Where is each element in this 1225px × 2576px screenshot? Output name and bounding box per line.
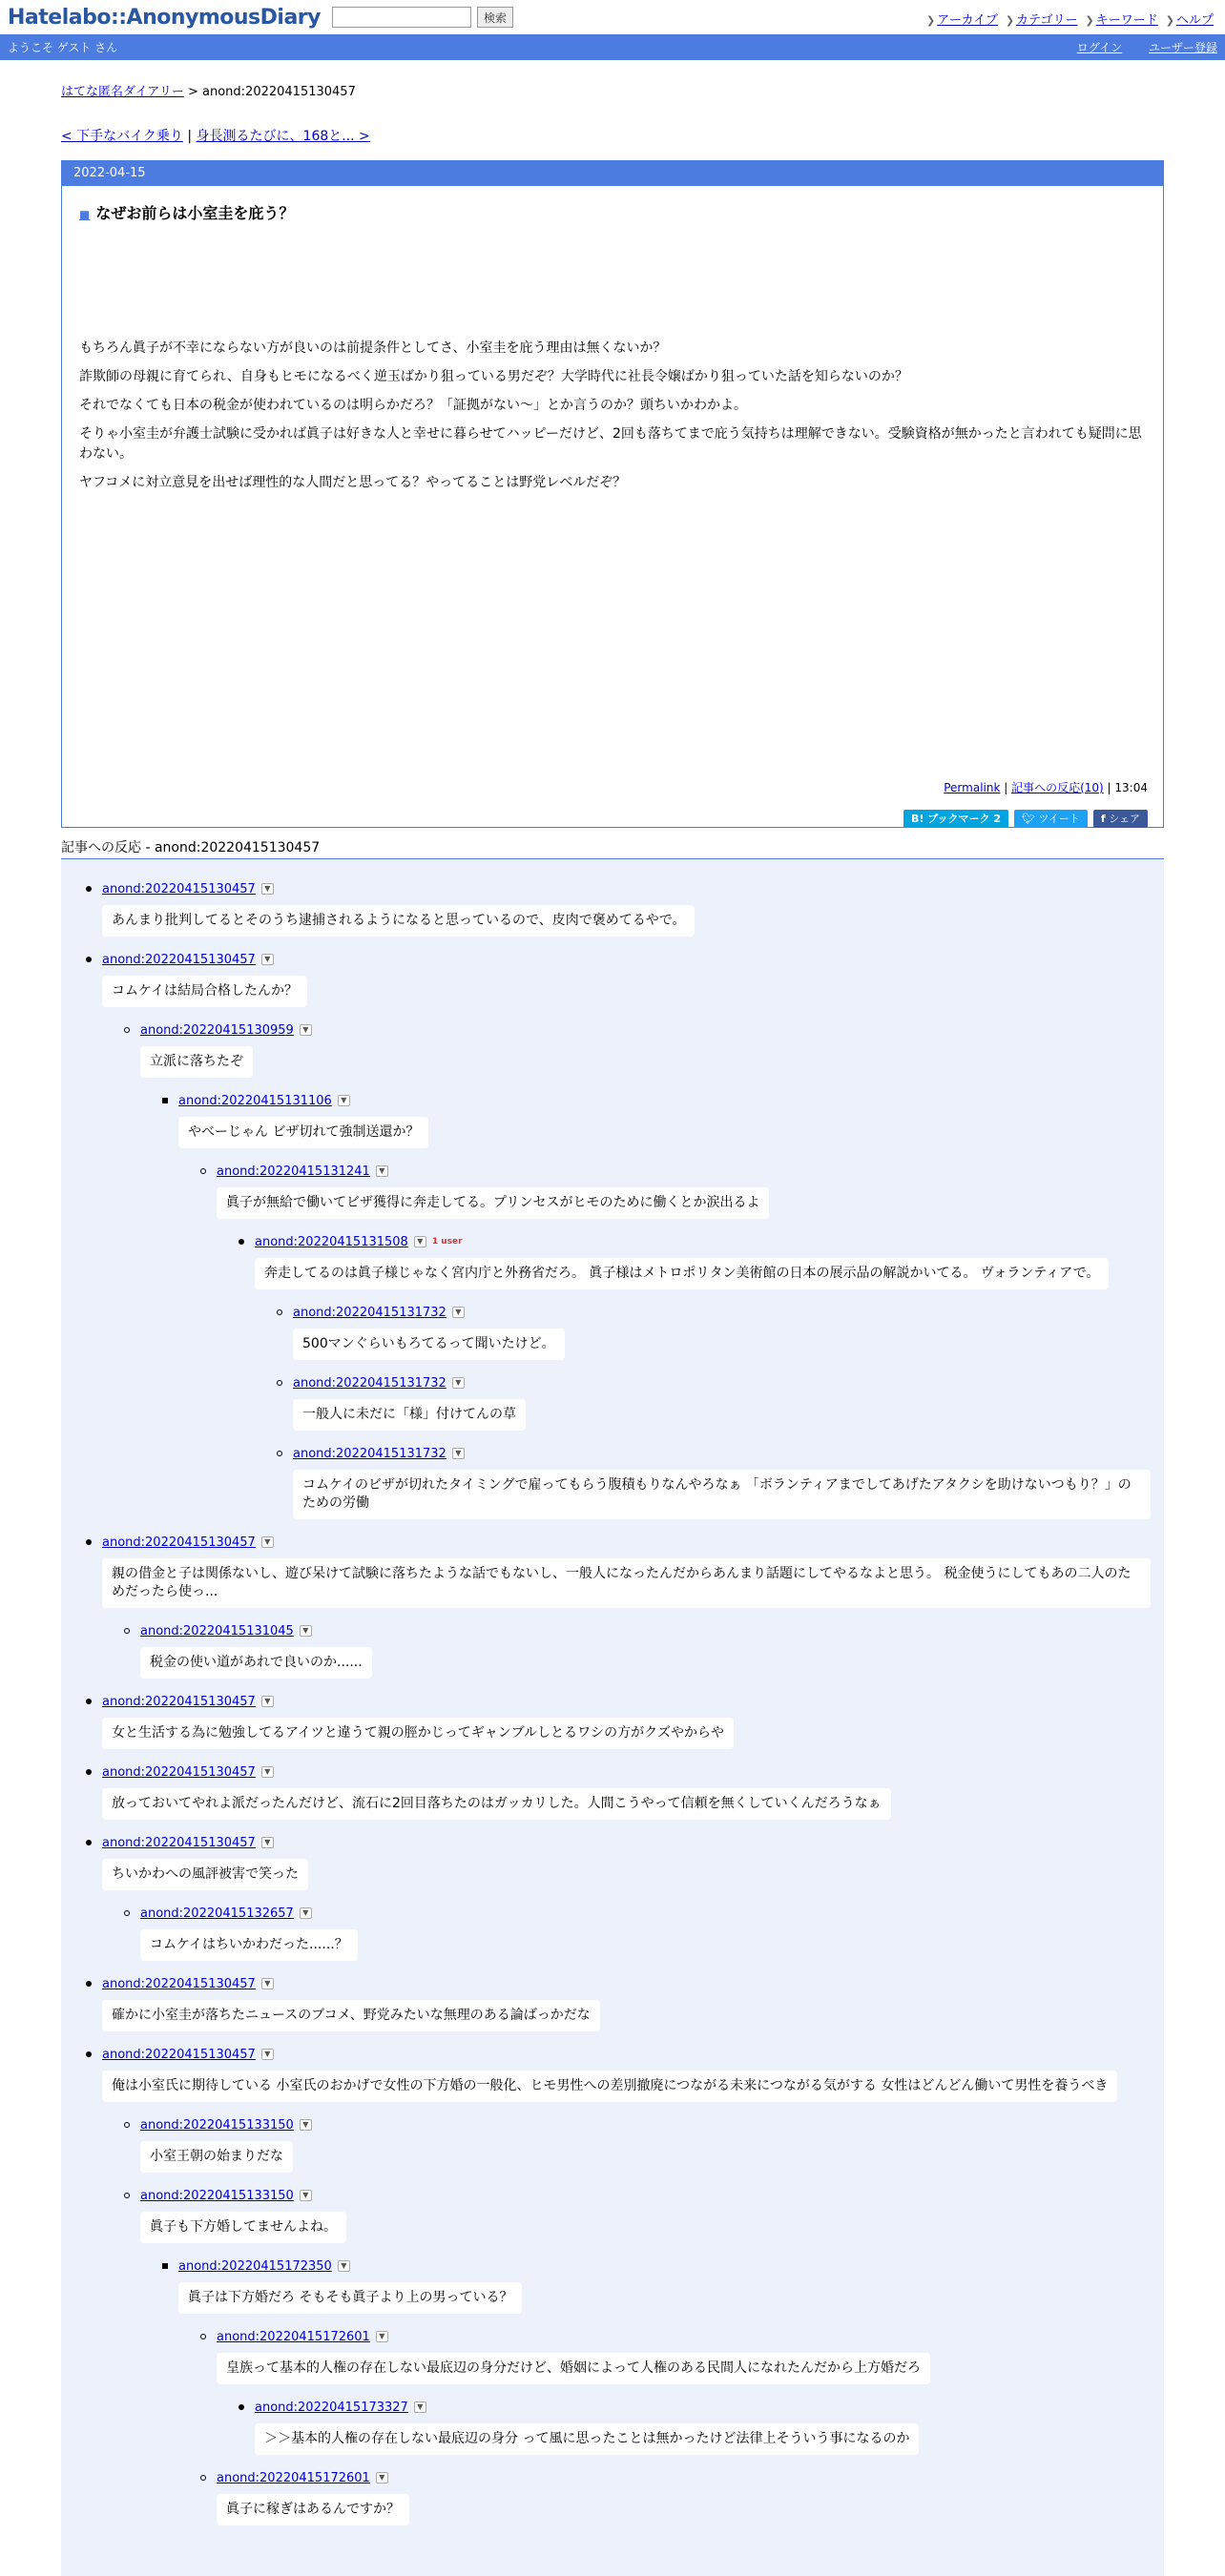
chevron-down-icon[interactable]: ▼ (261, 954, 274, 965)
site-logo[interactable]: Hatelabo::AnonymousDiary (8, 5, 321, 30)
article (61, 160, 1164, 828)
article-paragraph: もちろん眞子が不幸にならない方が良いのは前提条件としてさ、小室圭を庇う理由は無くないか？ (79, 340, 667, 356)
reaction-item (61, 2391, 1164, 2462)
reaction-item (61, 1296, 1164, 1367)
reaction-id-link[interactable]: anond:20220415130959 (140, 1022, 294, 1038)
reaction-item (61, 1968, 1164, 2038)
reaction-text: コムケイは結局合格したんか？ (102, 976, 307, 1007)
reaction-item (61, 1084, 1164, 1155)
reaction-id-link[interactable]: anond:20220415131732 (293, 1446, 446, 1461)
chevron-right-icon: ❯ (1005, 14, 1015, 27)
breadcrumb-home-link[interactable]: はてな匿名ダイアリー (61, 85, 184, 99)
facebook-share-button[interactable] (1093, 810, 1148, 828)
reaction-id-link[interactable]: anond:20220415131732 (293, 1305, 446, 1320)
nav-category[interactable] (1006, 10, 1078, 28)
article-paragraph: そりゃ小室圭が弁護士試験に受かれば眞子は好きな人と幸せに暮らせてハッピーだけど、2回も落ちてまで庇う気持ちは理解できない。受験資格が無かったと言われても疑問に思わない。 (79, 426, 1142, 462)
reaction-text: 立派に落ちたぞ (140, 1046, 253, 1078)
facebook-icon: f (1100, 813, 1106, 825)
chevron-down-icon[interactable]: ▼ (261, 1978, 274, 1989)
reaction-text: ちいかわへの風評被害で笑った (102, 1859, 308, 1890)
welcome-greeting: ようこそ ゲスト さん (8, 41, 118, 54)
list-bullet (124, 2122, 130, 2128)
reaction-item (61, 873, 1164, 943)
reaction-item (61, 2320, 1164, 2391)
list-bullet (124, 1910, 130, 1916)
chevron-down-icon[interactable]: ▼ (338, 1095, 350, 1106)
article-date: 2022-04-15 (62, 161, 1163, 186)
reaction-id-link[interactable]: anond:20220415130457 (102, 881, 256, 896)
list-bullet (86, 1539, 92, 1545)
reaction-id-link[interactable]: anond:20220415133150 (140, 2117, 294, 2133)
chevron-down-icon[interactable]: ▼ (338, 2260, 350, 2272)
search-input[interactable] (332, 7, 471, 28)
reaction-item (61, 1367, 1164, 1437)
reaction-id-link[interactable]: anond:20220415130457 (102, 1694, 256, 1709)
chevron-down-icon[interactable]: ▼ (261, 1837, 274, 1848)
reaction-text: 女と生活する為に勉強してるアイツと違うて親の脛かじってギャンブルしとるワシの方がクズやからや (102, 1718, 734, 1749)
article-title-text: なぜお前らは小室圭を庇う？ (95, 204, 295, 222)
reaction-text: コムケイはちいかわだった......？ (140, 1929, 358, 1961)
reaction-id-link[interactable]: anond:20220415131732 (293, 1375, 446, 1391)
article-pager (61, 126, 1164, 145)
reaction-item (61, 1226, 1164, 1296)
reaction-header (102, 1968, 1164, 2000)
chevron-down-icon[interactable]: ▼ (261, 1696, 274, 1707)
reaction-item (61, 2462, 1164, 2532)
reaction-item (61, 1615, 1164, 1685)
reaction-header (140, 1897, 1164, 1929)
reaction-item (61, 2179, 1164, 2250)
list-bullet (277, 1451, 282, 1456)
list-bullet (86, 1769, 92, 1775)
search-button[interactable]: 検索 (477, 7, 513, 28)
reaction-text: 眞子が無給で働いてビザ獲得に奔走してる。プリンセスがヒモのために働くとか涙出るよ (217, 1187, 769, 1219)
chevron-down-icon[interactable]: ▼ (300, 1625, 312, 1637)
article-time: 13:04 (1114, 781, 1148, 794)
reaction-id-link[interactable]: anond:20220415172601 (217, 2470, 370, 2485)
reaction-item (61, 1014, 1164, 1084)
reaction-header (293, 1296, 1164, 1329)
list-bullet (277, 1380, 282, 1386)
reaction-header (178, 2250, 1164, 2282)
list-bullet (124, 1628, 130, 1634)
article-paragraph: それでなくても日本の税金が使われているのは明らかだろ？「証拠がない〜」とか言うのか？頭ちいかわかよ。 (79, 398, 747, 413)
chevron-down-icon[interactable]: ▼ (261, 883, 274, 895)
reaction-id-link[interactable]: anond:20220415172350 (178, 2258, 332, 2274)
chevron-down-icon[interactable]: ▼ (452, 1448, 465, 1459)
chevron-down-icon[interactable]: ▼ (261, 2049, 274, 2060)
reaction-text: 眞子に稼ぎはあるんですか？ (217, 2494, 409, 2525)
top-bar (0, 0, 1225, 34)
reaction-id-link[interactable]: anond:20220415131241 (217, 1164, 370, 1179)
reaction-id-link[interactable]: anond:20220415130457 (102, 1764, 256, 1780)
reaction-text: ＞＞基本的人権の存在しない最底辺の身分 って風に思ったことは無かったけど法律上そういう事になるのか (255, 2423, 919, 2455)
reaction-header (178, 1084, 1164, 1117)
reaction-header (102, 1685, 1164, 1718)
list-bullet (239, 2404, 244, 2410)
reaction-text: 奔走してるのは眞子様じゃなく宮内庁と外務省だろ。 眞子様はメトロポリタン美術館の日本の展示品の解説かいてる。 ヴォランティアで。 (255, 1258, 1109, 1289)
reaction-header (102, 1756, 1164, 1788)
register-link[interactable]: ユーザー登録 (1148, 41, 1217, 54)
reaction-header (140, 1014, 1164, 1046)
list-bullet (86, 1840, 92, 1845)
list-bullet (86, 1699, 92, 1704)
bookmark-users-badge[interactable]: 1 user (431, 1237, 463, 1247)
reaction-header (140, 2179, 1164, 2212)
prev-article-link[interactable]: < 下手なバイク乗り (61, 129, 183, 144)
reaction-id-link[interactable]: anond:20220415130457 (102, 1535, 256, 1550)
twitter-bird-icon: 🐦︎ (1022, 813, 1035, 825)
article-paragraph: 詐欺師の母親に育てられ、自身もヒモになるべく逆玉ばかり狙っている男だぞ？大学時代に社長令嬢ばかり狙っていた話を知らないのか？ (79, 369, 908, 384)
reaction-text: 500マンぐらいもろてるって聞いたけど。 (293, 1329, 565, 1360)
reaction-item (61, 1155, 1164, 1226)
breadcrumb (61, 81, 1164, 99)
chevron-down-icon[interactable]: ▼ (414, 1236, 426, 1247)
list-bullet (124, 1027, 130, 1033)
chevron-down-icon[interactable]: ▼ (452, 1377, 465, 1389)
pager-separator: | (182, 129, 197, 144)
reaction-header (140, 1615, 1164, 1647)
breadcrumb-current: anond:20220415130457 (202, 85, 356, 99)
reaction-header (217, 1155, 1164, 1187)
reaction-text: 放っておいてやれよ派だったんだけど、流石に2回目落ちたのはガッカリした。人間こうやって信頼を無くしていくんだろうなぁ (102, 1788, 891, 1820)
reaction-item (61, 943, 1164, 1014)
nav-archive-link[interactable]: アーカイブ (937, 13, 998, 28)
reaction-header (140, 2109, 1164, 2141)
reaction-header (102, 1826, 1164, 1859)
list-bullet (162, 2263, 168, 2269)
breadcrumb-separator: > (183, 85, 203, 99)
login-link[interactable]: ログイン (1076, 41, 1123, 54)
chevron-down-icon[interactable]: ▼ (261, 1766, 274, 1778)
reaction-item (61, 2038, 1164, 2109)
hatena-bookmark-label: B! ブックマーク (911, 813, 990, 825)
reaction-item (61, 2250, 1164, 2320)
reaction-text: 確かに小室圭が落ちたニュースのブコメ、野党みたいな無理のある論ばっかだな (102, 2000, 600, 2031)
nav-keyword-link[interactable]: キーワード (1095, 13, 1158, 28)
list-bullet (200, 2334, 206, 2339)
reaction-id-link[interactable]: anond:20220415130457 (102, 2047, 256, 2062)
list-bullet (124, 2193, 130, 2198)
chevron-down-icon[interactable]: ▼ (300, 1907, 312, 1919)
reactions-header (61, 837, 1164, 859)
list-bullet (277, 1309, 282, 1315)
article-anchor-icon[interactable]: ■ (79, 208, 91, 221)
reactions-header-label: 記事への反応 - (61, 840, 155, 855)
article-body (79, 339, 1148, 502)
chevron-down-icon[interactable]: ▼ (376, 2472, 388, 2483)
reaction-item (61, 1685, 1164, 1756)
reaction-id-link[interactable]: anond:20220415131508 (255, 1234, 408, 1249)
chevron-right-icon: ❯ (1085, 14, 1094, 27)
reaction-header (217, 2462, 1164, 2494)
nav-help-link[interactable]: ヘルプ (1175, 13, 1214, 28)
welcome-bar (0, 34, 1225, 60)
permalink-link[interactable]: Permalink (944, 781, 1001, 794)
nav-help[interactable] (1166, 10, 1214, 28)
share-label: シェア (1109, 813, 1140, 825)
reaction-id-link[interactable]: anond:20220415132657 (140, 1906, 294, 1921)
reactions-header-id: anond:20220415130457 (154, 840, 321, 855)
reaction-header (255, 1226, 1164, 1258)
nav-keyword[interactable] (1086, 10, 1158, 28)
reaction-header (102, 2038, 1164, 2071)
chevron-down-icon[interactable]: ▼ (300, 2190, 312, 2201)
reaction-text: 眞子も下方婚してませんよね。 (140, 2212, 346, 2243)
reaction-text: やべーじゃん ビザ切れて強制送還か？ (178, 1117, 428, 1148)
hatena-bookmark-count: 2 (993, 813, 1001, 825)
reaction-text: 眞子は下方婚だろ そもそも眞子より上の男っている？ (178, 2282, 522, 2314)
reaction-header (102, 943, 1164, 976)
list-bullet (86, 1981, 92, 1987)
reaction-text: コムケイのビザが切れたタイミングで雇ってもらう腹積もりなんやろなぁ 「ボランティアまでしてあげたアタクシを助けないつもり？」のための労働 (293, 1470, 1151, 1519)
article-title (79, 201, 294, 223)
reaction-text: あんまり批判してるとそのうち逮捕されるようになると思っているので、皮肉で褒めてるやで。 (102, 905, 695, 937)
reaction-id-link[interactable]: anond:20220415173327 (255, 2400, 408, 2415)
reaction-text: 皇族って基本的人権の存在しない最底辺の身分だけど、婚姻によって人権のある民間人になれたんだから上方婚だろ (217, 2353, 930, 2384)
reaction-item (61, 2109, 1164, 2179)
article-footer: Permalink | 記事への反応(10) | 13:04 (944, 781, 1148, 794)
reactions-link[interactable]: 記事への反応(10) (1011, 781, 1104, 794)
reaction-header (102, 873, 1164, 905)
share-buttons (903, 810, 1148, 828)
reaction-item (61, 1826, 1164, 1897)
list-bullet (86, 886, 92, 892)
nav-category-link[interactable]: カテゴリー (1016, 13, 1078, 28)
reaction-header (102, 1526, 1164, 1558)
list-bullet (239, 1239, 244, 1245)
reaction-item (61, 1526, 1164, 1615)
top-nav (926, 10, 1214, 28)
chevron-down-icon[interactable]: ▼ (300, 2119, 312, 2131)
account-links (1054, 39, 1217, 55)
list-bullet (86, 957, 92, 962)
chevron-down-icon[interactable]: ▼ (414, 2401, 426, 2413)
reaction-id-link[interactable]: anond:20220415130457 (102, 1976, 256, 1991)
reaction-id-link[interactable]: anond:20220415130457 (102, 1835, 256, 1850)
reaction-header (293, 1437, 1164, 1470)
reaction-id-link[interactable]: anond:20220415130457 (102, 952, 256, 967)
reactions-tree (61, 859, 1164, 2576)
reaction-header (293, 1367, 1164, 1399)
hatena-bookmark-button[interactable] (903, 810, 1008, 828)
reaction-id-link[interactable]: anond:20220415172601 (217, 2329, 370, 2344)
reaction-item (61, 1897, 1164, 1968)
list-bullet (86, 2051, 92, 2057)
chevron-down-icon[interactable]: ▼ (376, 2331, 388, 2342)
reaction-text: 俺は小室氏に期待している 小室氏のおかげで女性の下方婚の一般化、ヒモ男性への差別撤廃につながる未来につながる気がする 女性はどんどん働いて男性を養うべき (102, 2071, 1117, 2102)
article-paragraph: ヤフコメに対立意見を出せば理性的な人間だと思ってる？やってることは野党レベルだぞ？ (79, 475, 627, 490)
list-bullet (200, 2475, 206, 2481)
reaction-item (61, 1756, 1164, 1826)
reaction-text: 親の借金と子は関係ないし、遊び呆けて試験に落ちたような話でもないし、一般人になったんだからあんまり話題にしてやるなよと思う。 税金使うにしてもあの二人のためだったら使っ... (102, 1558, 1151, 1608)
list-bullet (200, 1168, 206, 1174)
reaction-id-link[interactable]: anond:20220415133150 (140, 2188, 294, 2203)
chevron-down-icon[interactable]: ▼ (300, 1024, 312, 1036)
reaction-text: 一般人に未だに「様」付けてんの草 (293, 1399, 526, 1431)
reaction-id-link[interactable]: anond:20220415131045 (140, 1623, 294, 1638)
nav-archive[interactable] (926, 10, 998, 28)
reaction-id-link[interactable]: anond:20220415131106 (178, 1093, 332, 1108)
chevron-down-icon[interactable]: ▼ (261, 1536, 274, 1548)
reaction-item (61, 1437, 1164, 1526)
chevron-right-icon: ❯ (1165, 14, 1174, 27)
reaction-text: 小室王朝の始まりだな (140, 2141, 293, 2173)
chevron-right-icon: ❯ (926, 14, 936, 27)
chevron-down-icon[interactable]: ▼ (452, 1307, 465, 1318)
tweet-button[interactable] (1014, 810, 1088, 828)
reaction-text: 税金の使い道があれで良いのか...... (140, 1647, 372, 1679)
tweet-label: ツイート (1038, 813, 1080, 825)
reaction-header (255, 2391, 1164, 2423)
next-article-link[interactable]: 身長測るたびに、168と... > (196, 129, 370, 144)
list-bullet (162, 1098, 168, 1103)
main-content (61, 61, 1164, 2576)
chevron-down-icon[interactable]: ▼ (376, 1165, 388, 1177)
reaction-header (217, 2320, 1164, 2353)
